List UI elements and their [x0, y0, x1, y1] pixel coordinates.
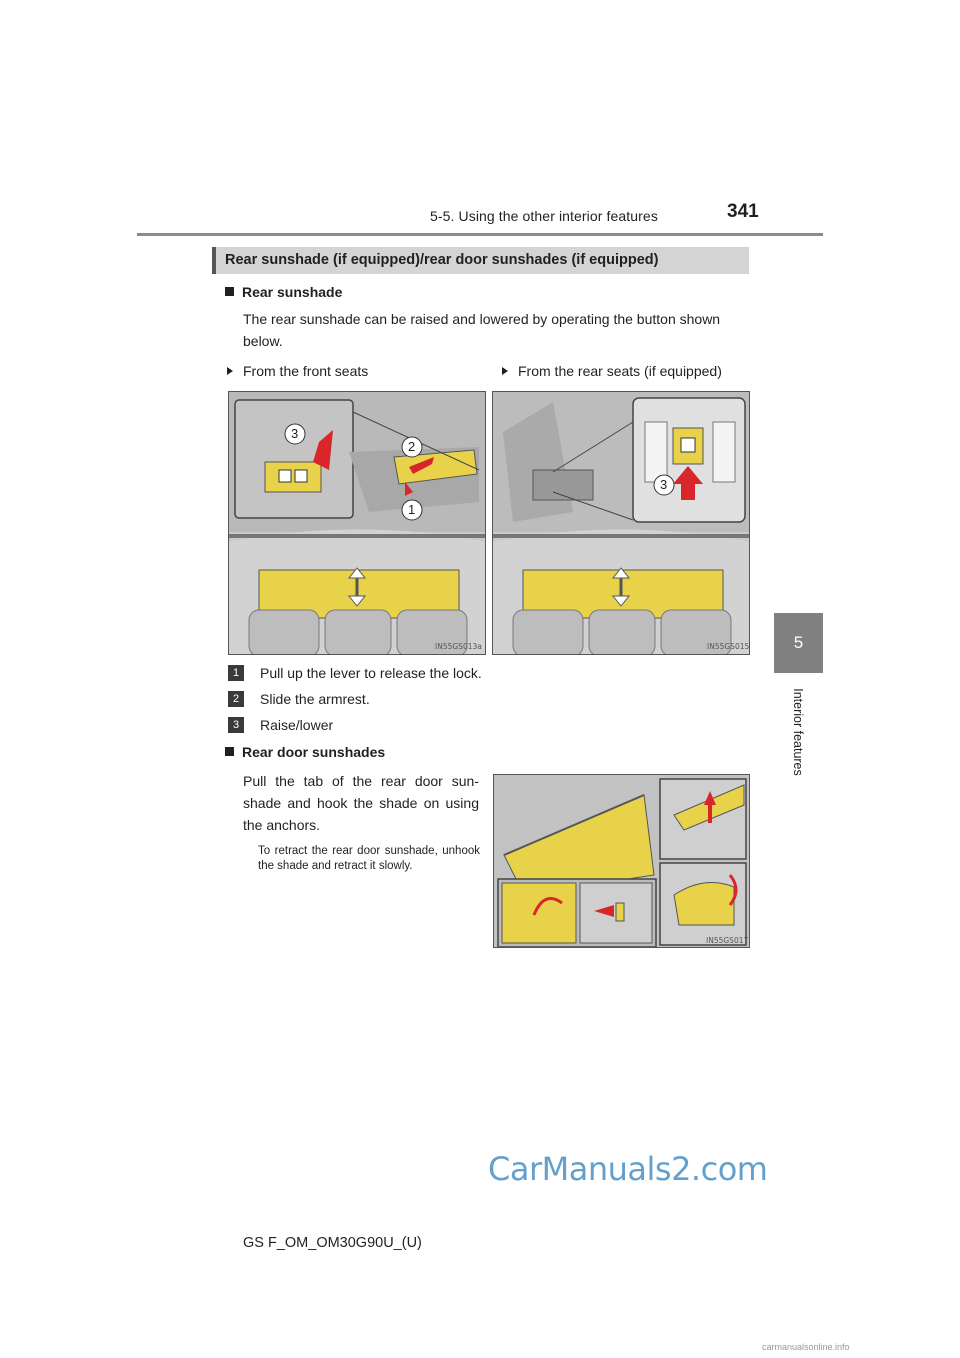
chapter-number: 5 — [793, 633, 804, 652]
figure-rear-seats — [492, 391, 750, 655]
step-3-number: 3 — [228, 717, 244, 733]
door-sunshades-heading — [225, 744, 385, 760]
label-front-seats-text: From the front seats — [243, 363, 369, 379]
door-sunshade-illustration — [494, 775, 750, 948]
step-1-number: 1 — [228, 665, 244, 681]
site-watermark: carmanualsonline.info — [762, 1342, 850, 1352]
step-2-number: 2 — [228, 691, 244, 707]
step-2-text: Slide the armrest. — [260, 691, 370, 707]
chapter-label — [788, 680, 808, 790]
triangle-bullet-icon — [502, 367, 508, 375]
figure-door-sunshades — [493, 774, 750, 948]
chapter-title: Interior features — [791, 688, 805, 776]
rear-sunshade-heading — [225, 284, 342, 300]
square-bullet-icon — [225, 747, 234, 756]
rear-sunshade-heading-text: Rear sunshade — [242, 284, 343, 300]
document-code: GS F_OM_OM30G90U_(U) — [243, 1235, 422, 1251]
figure-code-rear: IN55GS015 — [707, 642, 750, 651]
step-3-text: Raise/lower — [260, 717, 334, 733]
header-divider — [137, 233, 823, 236]
callout-1-front — [401, 499, 423, 526]
door-sunshades-note: To retract the rear door sunshade, unhook the shade and retract it slowly. — [258, 845, 480, 872]
figure-code-door: IN55GS017 — [706, 936, 749, 945]
callout-3-front-text: 3 — [291, 426, 299, 441]
rear-seats-illustration — [493, 392, 750, 655]
watermark: CarManuals2.com — [488, 1150, 768, 1188]
figure-code-front: IN55GS013a — [435, 642, 482, 651]
label-front-seats — [227, 360, 368, 382]
callout-3-front — [284, 423, 306, 450]
front-seats-illustration — [229, 392, 486, 655]
door-sunshades-heading-text: Rear door sunshades — [242, 744, 386, 760]
door-sunshades-body: Pull the tab of the rear door sun-shade and hook the shade on using the anchors. — [243, 773, 479, 833]
callout-1-front-text: 1 — [408, 502, 416, 517]
label-rear-seats-text: From the rear seats (if equipped) — [518, 363, 722, 379]
chapter-tab — [774, 613, 823, 673]
section-heading: Rear sunshade (if equipped)/rear door sunshades (if equipped) — [225, 252, 659, 268]
section-heading-bar — [212, 247, 749, 274]
triangle-bullet-icon — [227, 367, 233, 375]
label-rear-seats — [502, 360, 722, 382]
callout-3-rear — [653, 474, 675, 501]
figure-front-seats — [228, 391, 486, 655]
square-bullet-icon — [225, 287, 234, 296]
callout-2-front-text: 2 — [408, 439, 416, 454]
callout-3-rear-text: 3 — [660, 477, 668, 492]
page-number: 341 — [727, 201, 759, 222]
rear-sunshade-body: The rear sunshade can be raised and lowered by operating the button shown below. — [243, 311, 721, 349]
callout-2-front — [401, 436, 423, 463]
step-1-text: Pull up the lever to release the lock. — [260, 665, 482, 681]
header-section-title: 5-5. Using the other interior features — [430, 208, 658, 224]
